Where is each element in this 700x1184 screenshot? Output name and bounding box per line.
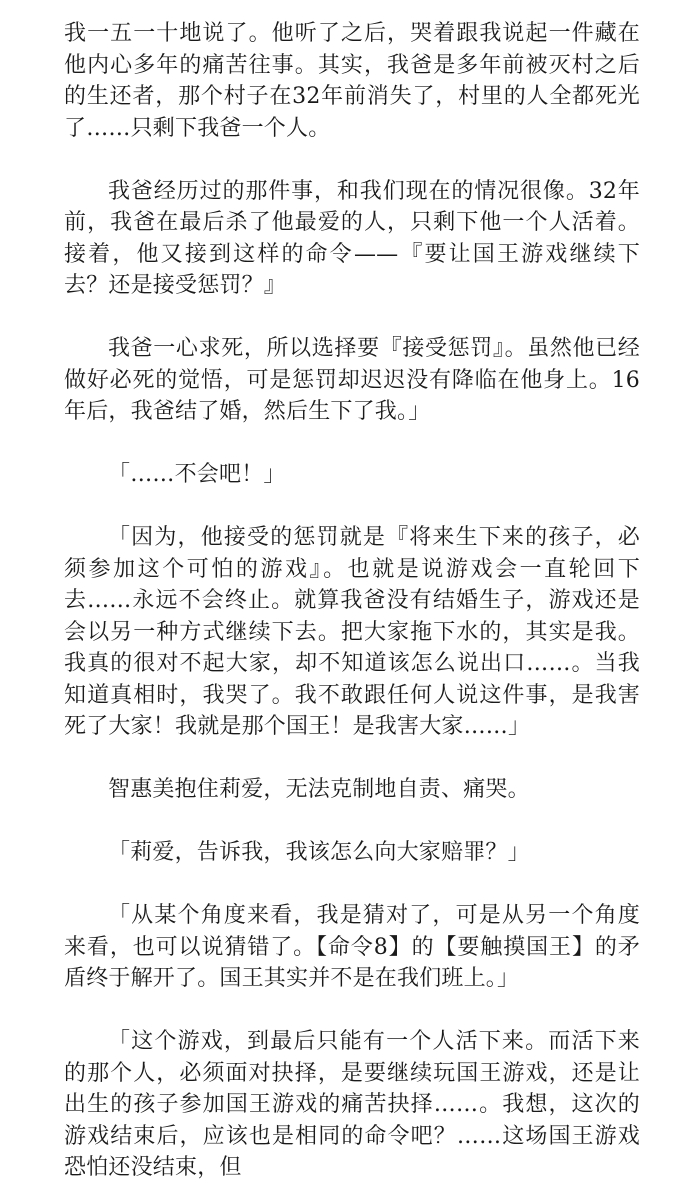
paragraph-3: 我爸一心求死，所以选择要『接受惩罚』。虽然他已经做好必死的觉悟，可是惩罚却迟迟没有降临在他身上。16年后，我爸结了婚，然后生下了我。」 — [64, 336, 640, 424]
paragraph-7: 「莉爱，告诉我，我该怎么向大家赔罪？」 — [108, 840, 530, 865]
paragraph-4: 「……不会吧！」 — [108, 462, 286, 487]
paragraph-8: 「从某个角度来看，我是猜对了，可是从另一个角度来看，也可以说猜错了。【命令8】的【要触摸国王】的矛盾终于解开了。国王其实并不是在我们班上。」 — [64, 903, 640, 991]
paragraph-5: 「因为，他接受的惩罚就是『将来生下来的孩子，必须参加这个可怕的游戏』。也就是说游戏会一直轮回下去……永远不会终止。就算我爸没有结婚生子，游戏还是会以另一种方式继续下去。把大家拖下水的，其实是我。我真的很对不起大家，却不知道该怎么说出口……。当我知道真相时，我哭了。我不敢跟任何人说这件事，是我害死了大家！我就是那个国王！是我害大家……」 — [64, 525, 640, 739]
paragraph-2: 我爸经历过的那件事，和我们现在的情况很像。32年前，我爸在最后杀了他最爱的人，只剩下他一个人活着。接着，他又接到这样的命令——『要让国王游戏继续下去？还是接受惩罚？』 — [64, 178, 640, 298]
book-page — [64, 18, 640, 1184]
paragraph-1: 我一五一十地说了。他听了之后，哭着跟我说起一件藏在他内心多年的痛苦往事。其实，我爸是多年前被灭村之后的生还者，那个村子在32年前消失了，村里的人全都死光了……只剩下我爸一个人。 — [64, 21, 640, 141]
paragraph-6: 智惠美抱住莉爱，无法克制地自责、痛哭。 — [108, 777, 530, 802]
paragraph-9: 「这个游戏，到最后只能有一个人活下来。而活下来的那个人，必须面对抉择，是要继续玩国王游戏，还是让出生的孩子参加国王游戏的痛苦抉择……。我想，这次的游戏结束后，应该也是相同的命令吧？……这场国王游戏恐怕还没结束，但 — [64, 1029, 640, 1180]
